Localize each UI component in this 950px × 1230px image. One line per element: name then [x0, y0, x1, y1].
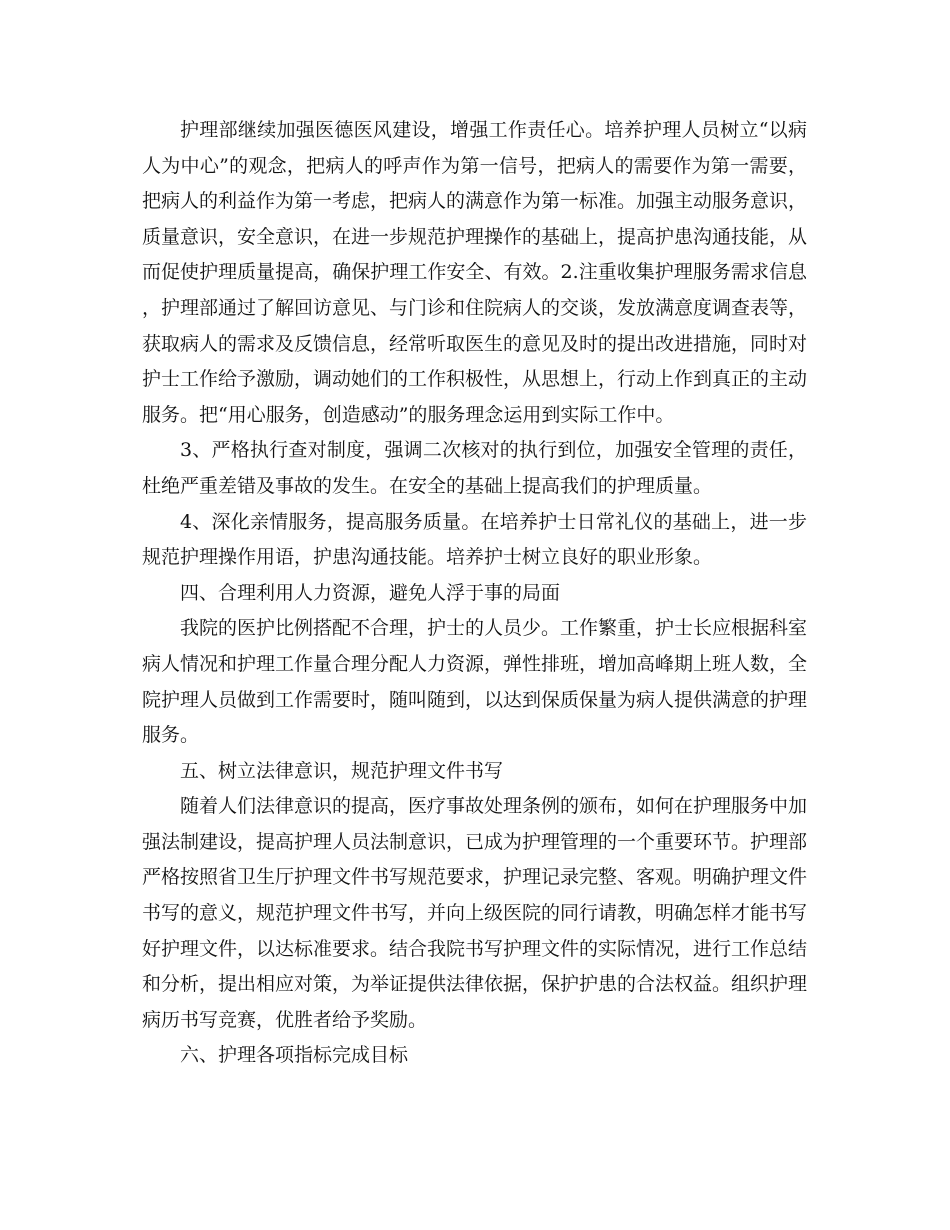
document-page — [142, 113, 807, 1074]
paragraph-staffing: 我院的医护比例搭配不合理，护士的人员少。工作繁重，护士长应根据科室病人情况和护理工作量合理分配人力资源，弹性排班，增加高峰期上班人数，全院护理人员做到工作需要时，随叫随到，以达到保质保量为病人提供满意的护理服务。 — [142, 617, 808, 747]
paragraph-check-system: 3、严格执行查对制度，强调二次核对的执行到位，加强安全管理的责任，杜绝严重差错及事故的发生。在安全的基础上提高我们的护理质量。 — [142, 439, 807, 497]
section-heading-legal-awareness: 五、树立法律意识，规范护理文件书写 — [180, 759, 504, 782]
paragraph-documentation: 随着人们法律意识的提高，医疗事故处理条例的颁布，如何在护理服务中加强法制建设，提高护理人员法制意识，已成为护理管理的一个重要环节。护理部严格按照省卫生厅护理文件书写规范要求，护理记录完整、客观。明确护理文件书写的意义，规范护理文件书写，并向上级医院的同行请教，明确怎样才能书写好护理文件，以达标准要求。结合我院书写护理文件的实际情况，进行工作总结和分析，提出相应对策，为举证提供法律依据，保护护患的合法权益。组织护理病历书写竞赛，优胜者给予奖励。 — [142, 795, 808, 1031]
paragraph-affection-service: 4、深化亲情服务，提高服务质量。在培养护士日常礼仪的基础上，进一步规范护理操作用语，护患沟通技能。培养护士树立良好的职业形象。 — [142, 510, 807, 569]
section-heading-human-resources: 四、合理利用人力资源，避免人浮于事的局面 — [180, 581, 561, 604]
section-heading-nursing-targets: 六、护理各项指标完成目标 — [180, 1044, 409, 1067]
paragraph-service-awareness: 护理部继续加强医德医风建设，增强工作责任心。培养护理人员树立“以病人为中心”的观念，把病人的呼声作为第一信号，把病人的需要作为第一需要，把病人的利益作为第一考虑，把病人的满意作为第一标准。加强主动服务意识，质量意识，安全意识，在进一步规范护理操作的基础上，提高护患沟通技能，从而促使护理质量提高，确保护理工作安全、有效。2.注重收集护理服务需求信息，护理部通过了解回访意见、与门诊和住院病人的交谈，发放满意度调查表等，获取病人的需求及反馈信息，经常听取医生的意见及时的提出改进措施，同时对护士工作给予激励，调动她们的工作积极性，从思想上，行动上作到真正的主动服务。把“用心服务，创造感动”的服务理念运用到实际工作中。 — [142, 119, 808, 426]
